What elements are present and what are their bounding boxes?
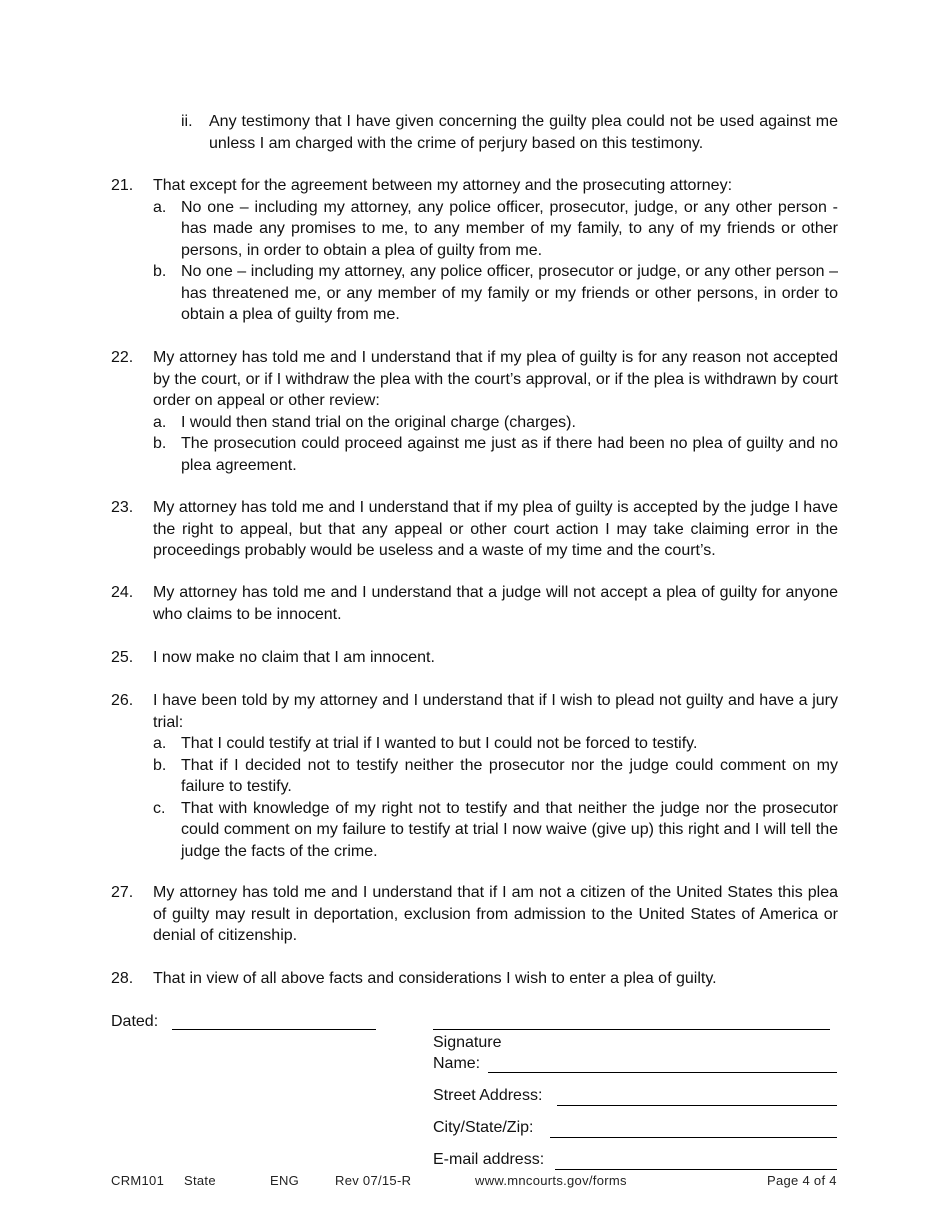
- item-26-a-label: a.: [153, 735, 167, 752]
- signature-line[interactable]: [433, 1029, 830, 1030]
- footer-language: ENG: [270, 1173, 300, 1188]
- item-22-a-text: I would then stand trial on the original charge (charges).: [181, 413, 576, 431]
- item-21-a: [153, 197, 838, 262]
- signature-label: Signature: [433, 1034, 502, 1051]
- item-22-b-label: b.: [153, 435, 167, 452]
- footer-revision: Rev 07/15-R: [335, 1173, 412, 1188]
- item-ii-text: Any testimony that I have given concerning the guilty plea could not be used against me unless I am charged with the crime of perjury based on this testimony.: [209, 113, 838, 152]
- name-label: Name:: [433, 1055, 481, 1072]
- item-26-number: 26.: [111, 692, 134, 709]
- item-21-b: [153, 261, 838, 326]
- email-address-line[interactable]: [555, 1169, 837, 1170]
- item-24-text: My attorney has told me and I understand that a judge will not accept a plea of guilty for anyone who claims to be innocent.: [153, 584, 838, 623]
- city-state-zip-label: City/State/Zip:: [433, 1119, 534, 1136]
- item-26-c-label: c.: [153, 799, 166, 817]
- item-27-number: 27.: [111, 884, 134, 901]
- email-address-label: E-mail address:: [433, 1151, 545, 1168]
- name-line[interactable]: [488, 1072, 837, 1073]
- city-state-zip-line[interactable]: [550, 1137, 837, 1138]
- item-21-a-text: No one – including my attorney, any police officer, prosecutor, judge, or any other person - has made any promises to me, to any member of my family, to any of my friends or other persons, in order to obtain a plea of guilty from me.: [181, 198, 838, 259]
- item-28-text: That in view of all above facts and considerations I wish to enter a plea of guilty.: [153, 970, 717, 987]
- item-27-text: My attorney has told me and I understand that if I am not a citizen of the United States this plea of guilty may result in deportation, exclusion from admission to the United States of America or denial of citizenship.: [153, 884, 838, 944]
- dated-label: Dated:: [111, 1013, 159, 1030]
- item-22-b: [153, 433, 838, 476]
- item-26-b-label: b.: [153, 756, 167, 774]
- item-24-number: 24.: [111, 584, 134, 601]
- item-26-c-text: That with knowledge of my right not to testify and that neither the judge nor the prosecutor could comment on my failure to testify at trial I now waive (give up) this right and I will tell the judge the facts of the crime.: [181, 799, 838, 860]
- item-26-b-text: That if I decided not to testify neither the prosecutor nor the judge could comment on my failure to testify.: [181, 756, 838, 795]
- item-26-c: [153, 798, 838, 863]
- item-21-a-label: a.: [153, 198, 167, 216]
- item-22-number: 22.: [111, 349, 134, 366]
- item-25-text: I now make no claim that I am innocent.: [153, 649, 435, 666]
- footer-jurisdiction: State: [184, 1173, 216, 1188]
- item-21: [153, 175, 838, 326]
- footer-page-number: Page 4 of 4: [767, 1173, 837, 1188]
- street-address-line[interactable]: [557, 1105, 837, 1106]
- item-21-text: That except for the agreement between my attorney and the prosecuting attorney:: [153, 177, 733, 194]
- item-26: [153, 690, 838, 862]
- item-23-number: 23.: [111, 499, 134, 516]
- item-22-a-label: a.: [153, 413, 167, 431]
- item-21-b-label: b.: [153, 263, 167, 280]
- item-26-a-text: That I could testify at trial if I wanted to but I could not be forced to testify.: [181, 735, 698, 752]
- item-ii: [181, 111, 838, 154]
- footer-website: www.mncourts.gov/forms: [475, 1173, 627, 1188]
- item-26-a: [153, 733, 838, 755]
- item-25-number: 25.: [111, 649, 134, 666]
- item-22: [153, 347, 838, 476]
- item-26-text: I have been told by my attorney and I understand that if I wish to plead not guilty and have a jury trial:: [153, 692, 838, 731]
- footer-form-code: CRM101: [111, 1173, 165, 1188]
- item-21-b-text: No one – including my attorney, any police officer, prosecutor or judge, or any other person – has threatened me, or any member of my family or my friends or other persons, in order to obtain a plea of guilty from me.: [181, 263, 838, 323]
- item-21-number: 21.: [111, 177, 134, 194]
- item-22-a: [153, 412, 838, 434]
- dated-line[interactable]: [172, 1029, 376, 1030]
- item-22-b-text: The prosecution could proceed against me just as if there had been no plea of guilty and no plea agreement.: [181, 435, 838, 474]
- item-ii-label: ii.: [181, 113, 193, 130]
- item-26-b: [153, 755, 838, 798]
- item-23-text: My attorney has told me and I understand that if my plea of guilty is accepted by the judge I have the right to appeal, but that any appeal or other court action I may take claiming error in the proceedings probably would be useless and a waste of my time and the court’s.: [153, 499, 838, 559]
- item-22-text: My attorney has told me and I understand that if my plea of guilty is for any reason not accepted by the court, or if I withdraw the plea with the court’s approval, or if the plea is withdrawn by court order on appeal or other review:: [153, 349, 838, 409]
- item-28-number: 28.: [111, 970, 134, 987]
- street-address-label: Street Address:: [433, 1087, 543, 1104]
